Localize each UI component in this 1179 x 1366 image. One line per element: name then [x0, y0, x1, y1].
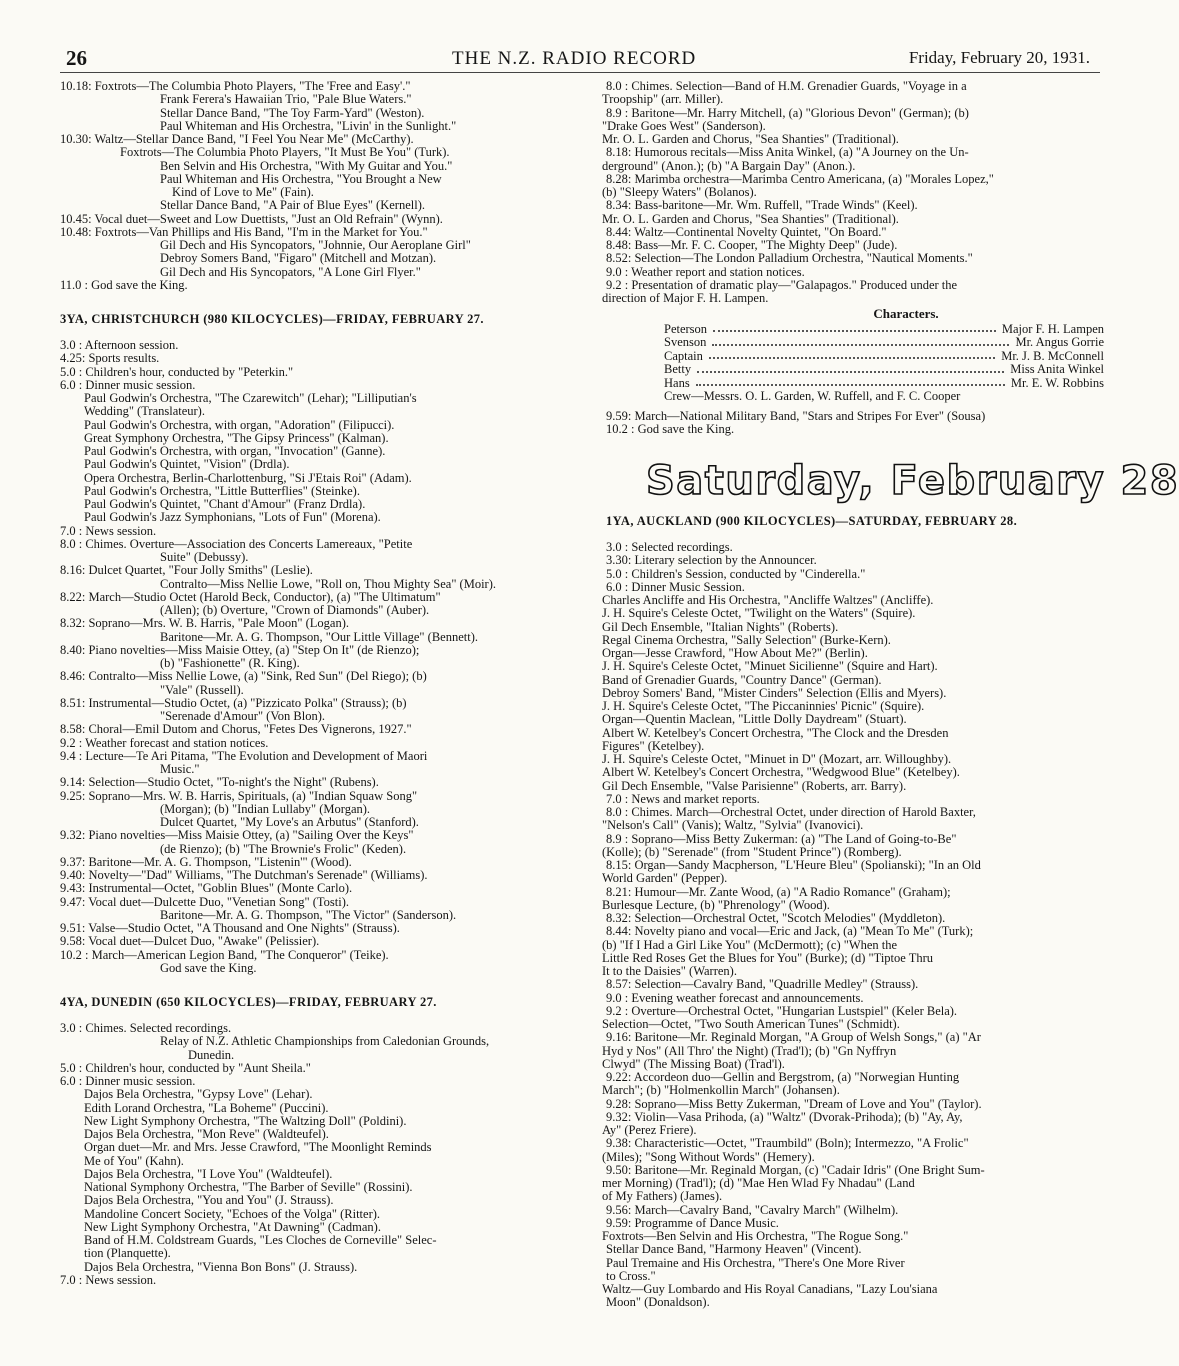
programme-item: 10.2 : God save the King.: [606, 421, 735, 436]
header-rule: [60, 72, 1100, 73]
programme-item-continuation: "Drake Goes West" (Sanderson).: [602, 118, 766, 133]
programme-block-continued: [602, 79, 1110, 305]
character-name: Hans: [664, 375, 690, 390]
programme-item: 10.2 : March—American Legion Band, "The Conqueror" (Teike).: [60, 947, 389, 962]
programme-item: 9.43: Instrumental—Octet, "Goblin Blues" (Monte Carlo).: [60, 881, 353, 896]
programme-item: 9.51: Valse—Studio Octet, "A Thousand and One Nights" (Strauss).: [60, 921, 400, 935]
programme-item-continuation: Mr. O. L. Garden and Chorus, "Sea Shanties" (Traditional).: [602, 132, 899, 146]
programme-item: 9.58: Vocal duet—Dulcet Duo, "Awake" (Pelissier).: [60, 934, 320, 949]
programme-item-continuation: Mandoline Concert Society, "Echoes of the Volga" (Ritter).: [84, 1206, 381, 1221]
programme-item: 9.2 : Overture—Orchestral Octet, "Hungarian Lustspiel" (Keler Bela).: [606, 1003, 958, 1018]
programme-item-continuation: Paul Godwin's Orchestra, with organ, "Invocation" (Ganne).: [84, 444, 386, 458]
programme-item-continuation: (Kolle); (b) "Serenade" (from "Student Prince") (Romberg).: [602, 844, 902, 859]
programme-item-continuation: Burlesque Lecture, (b) "Phrenology" (Wood).: [602, 897, 830, 912]
programme-item: 6.0 : Dinner music session.: [60, 377, 196, 392]
programme-item-continuation: Dajos Bela Orchestra, "I Love You" (Waldteufel).: [84, 1166, 333, 1181]
programme-item-continuation: Band of Grenadier Guards, "Country Dance" (German).: [602, 672, 882, 687]
programme-item: 8.57: Selection—Cavalry Band, "Quadrille Medley" (Strauss).: [606, 977, 919, 992]
programme-item-continuation: Paul Godwin's Jazz Symphonians, "Lots of Fun" (Morena).: [84, 510, 381, 525]
programme-item-continuation: Debroy Somers Band, "Figaro" (Mitchell and Motzan).: [160, 251, 437, 266]
day-banner: Saturday, February 28: [646, 458, 1179, 504]
character-name: Peterson: [664, 321, 708, 336]
programme-item: 3.0 : Afternoon session.: [60, 338, 179, 352]
programme-item-continuation: Band of H.M. Coldstream Guards, "Les Cloches de Corneville" Selec-: [84, 1233, 437, 1247]
programme-item-continuation: New Light Symphony Orchestra, "At Dawning" (Cadman).: [84, 1219, 381, 1234]
programme-item-continuation: Baritone—Mr. A. G. Thompson, "Our Little Village" (Bennett).: [160, 629, 478, 644]
character-name: Svenson: [664, 335, 707, 349]
programme-item: 6.0 : Dinner Music Session.: [606, 579, 745, 594]
programme-item: 9.37: Baritone—Mr. A. G. Thompson, "Listenin'" (Wood).: [60, 854, 352, 869]
programme-item-continuation: Paul Godwin's Orchestra, "Little Butterflies" (Steinke).: [84, 483, 360, 498]
programme-item: 9.28: Soprano—Miss Betty Zukerman, "Dream of Love and You" (Taylor).: [606, 1096, 982, 1111]
programme-item: 9.4 : Lecture—Te Ari Pitama, "The Evolution and Development of Maori: [60, 748, 428, 763]
programme-item-continuation: Gil Dech Ensemble, "Valse Parisienne" (Roberts, arr. Barry).: [602, 778, 907, 793]
programme-item-continuation: Albert W. Ketelbey's Concert Orchestra, "Wedgwood Blue" (Ketelbey).: [602, 765, 960, 780]
programme-item: 8.44: Waltz—Continental Novelty Quintet, "On Board.": [606, 224, 887, 239]
programme-item: 8.52: Selection—The London Palladium Orchestra, "Nautical Moments.": [606, 251, 973, 266]
programme-item-continuation: Edith Lorand Orchestra, "La Boheme" (Puccini).: [84, 1100, 329, 1115]
programme-item: 9.32: Violin—Vasa Prihoda, (a) "Waltz" (Dvorak-Prihoda); (b) "Ay, Ay,: [606, 1109, 963, 1124]
programme-item-continuation: Dajos Bela Orchestra, "Mon Reve" (Waldteufel).: [84, 1127, 329, 1141]
programme-item-continuation: Kind of Love to Me" (Fain).: [172, 185, 314, 199]
character-row: [664, 363, 1104, 377]
programme-item: 3.0 : Selected recordings.: [606, 540, 733, 554]
programme-item: 8.58: Choral—Emil Dutom and Chorus, "Fetes Des Vignerons, 1927.": [60, 722, 412, 737]
programme-item-continuation: Dajos Bela Orchestra, "Gypsy Love" (Lehar).: [84, 1087, 313, 1102]
programme-item-continuation: Wedding" (Translateur).: [84, 404, 205, 419]
programme-block-3ya: [60, 339, 590, 975]
page-header: [60, 44, 1100, 74]
dot-leader: [697, 363, 1004, 373]
characters-rows: [664, 323, 1110, 391]
programme-item-continuation: J. H. Squire's Celeste Octet, "Minuet in D" (Mozart, arr. Willoughby).: [602, 752, 952, 766]
page-number: 26: [66, 46, 87, 70]
programme-item: 7.0 : News session.: [60, 1272, 157, 1287]
programme-item-continuation: Debroy Somers' Band, "Mister Cinders" Selection (Ellis and Myers).: [602, 685, 947, 700]
programme-item: 7.0 : News and market reports.: [606, 791, 760, 806]
programme-item-continuation: J. H. Squire's Celeste Octet, "The Piccaninnies' Picnic" (Squire).: [602, 699, 925, 713]
programme-item-continuation: Gil Dech Ensemble, "Italian Nights" (Roberts).: [602, 619, 839, 634]
section-heading-1ya: 1YA, AUCKLAND (900 KILOCYCLES)—SATURDAY, FEBRUARY 28.: [606, 514, 1018, 528]
character-row: [664, 336, 1104, 350]
programme-item: 8.40: Piano novelties—Miss Maisie Ottey, (a) "Step On It" (de Rienzo);: [60, 642, 420, 657]
programme-item-continuation: Stellar Dance Band, "The Toy Farm-Yard" (Weston).: [160, 105, 425, 120]
programme-item-continuation: Mr. O. L. Garden and Chorus, "Sea Shanties" (Traditional).: [602, 211, 899, 226]
character-actor: Major F. H. Lampen: [1001, 321, 1104, 336]
character-actor: Mr. Angus Gorrie: [1015, 335, 1104, 349]
programme-item-continuation: Organ—Quentin Maclean, "Little Dolly Daydream" (Stuart).: [602, 712, 907, 727]
programme-item: 8.22: March—Studio Octet (Harold Beck, Conductor), (a) "The Ultimatum": [60, 589, 441, 604]
programme-item: 10.48: Foxtrots—Van Phillips and His Band, "I'm in the Market for You.": [60, 224, 428, 239]
programme-item-continuation: March"; (b) "Holmenkollin March" (Johansen).: [602, 1083, 840, 1098]
programme-item-continuation: J. H. Squire's Celeste Octet, "Minuet Sicilienne" (Squire and Hart).: [602, 659, 938, 674]
programme-item-continuation: tion (Planquette).: [84, 1246, 171, 1261]
programme-item: 9.47: Vocal duet—Dulcette Duo, "Venetian Song" (Tosti).: [60, 894, 350, 909]
programme-item-continuation: Suite" (Debussy).: [160, 550, 249, 564]
programme-item: 9.56: March—Cavalry Band, "Cavalry March" (Wilhelm).: [606, 1202, 899, 1217]
programme-item-continuation: Ay" (Perez Friere).: [602, 1123, 697, 1137]
programme-item-continuation: Music.": [160, 762, 200, 776]
programme-item: 4.25: Sports results.: [60, 351, 160, 366]
programme-item: 8.48: Bass—Mr. F. C. Cooper, "The Mighty Deep" (Jude).: [606, 238, 898, 252]
programme-item: 10.45: Vocal duet—Sweet and Low Duettists, "Just an Old Refrain" (Wynn).: [60, 211, 443, 226]
right-column: [602, 79, 1179, 1310]
character-name: Betty: [664, 362, 692, 376]
programme-item-continuation: Gil Dech and His Syncopators, "Johnnie, Our Aeroplane Girl": [160, 238, 471, 252]
programme-item-continuation: Me of You" (Kahn).: [84, 1153, 184, 1168]
programme-item-continuation: Dajos Bela Orchestra, "You and You" (J. Strauss).: [84, 1193, 334, 1208]
programme-item-continuation: New Light Symphony Orchestra, "The Waltzing Doll" (Poldini).: [84, 1113, 407, 1128]
programme-item: 10.30: Waltz—Stellar Dance Band, "I Feel You Near Me" (McCarthy).: [60, 132, 414, 146]
programme-item: 8.0 : Chimes. Overture—Association des Concerts Lamereaux, "Petite: [60, 536, 413, 551]
programme-item-continuation: Paul Whiteman and His Orchestra, "You Brought a New: [160, 171, 442, 186]
crew-text: Crew—Messrs. O. L. Garden, W. Ruffell, and F. C. Cooper: [664, 389, 961, 403]
programme-item: 9.2 : Weather forecast and station notices.: [60, 735, 269, 750]
programme-item-continuation: of My Fathers) (James).: [602, 1189, 723, 1204]
programme-item: 8.21: Humour—Mr. Zante Wood, (a) "A Radio Romance" (Graham);: [606, 884, 951, 899]
programme-item-continuation: Little Red Roses Get the Blues for You" (Burke); (d) "Tiptoe Thru: [602, 950, 934, 965]
programme-item-continuation: Organ duet—Mr. and Mrs. Jesse Crawford, "The Moonlight Reminds: [84, 1140, 432, 1155]
programme-item-continuation: Figures" (Ketelbey).: [602, 738, 705, 753]
programme-item: 8.0 : Chimes. March—Orchestral Octet, under direction of Harold Baxter,: [606, 805, 976, 819]
programme-block-closing: [606, 410, 1110, 437]
characters-title: Characters.: [873, 306, 939, 322]
programme-item-continuation: Paul Godwin's Quintet, "Chant d'Amour" (Franz Drdla).: [84, 497, 366, 511]
programme-item-continuation: Foxtrots—Ben Selvin and His Orchestra, "The Rogue Song.": [602, 1229, 909, 1243]
programme-item: 8.34: Bass-baritone—Mr. Wm. Ruffell, "Trade Winds" (Keel).: [606, 198, 918, 213]
programme-item-continuation: direction of Major F. H. Lampen.: [602, 291, 769, 305]
programme-item: 9.16: Baritone—Mr. Reginald Morgan, "A Group of Welsh Songs," (a) "Ar: [606, 1030, 981, 1045]
programme-item-continuation: Paul Godwin's Quintet, "Vision" (Drdla).: [84, 457, 290, 472]
character-row: [664, 323, 1104, 337]
crew-line: [664, 390, 1104, 404]
programme-item: 8.18: Humorous recitals—Miss Anita Winkel, (a) "A Journey on the Un-: [606, 145, 969, 160]
character-row: [664, 377, 1104, 391]
programme-item-continuation: (Miles); "Song Without Words" (Hemery).: [602, 1149, 815, 1164]
programme-item-continuation: Selection—Octet, "Two South American Tunes" (Schmidt).: [602, 1017, 900, 1031]
publication-title: THE N.Z. RADIO RECORD: [452, 48, 697, 69]
programme-item-continuation: "Nelson's Call" (Vanis); Waltz, "Sylvia" (Ivanovici).: [602, 818, 864, 833]
section-heading-3ya: 3YA, CHRISTCHURCH (980 KILOCYCLES)—FRIDAY, FEBRUARY 27.: [60, 312, 484, 326]
programme-item: 9.38: Characteristic—Octet, "Traumbild" (Boln); Intermezzo, "A Frolic": [606, 1136, 969, 1151]
programme-item-continuation: Charles Ancliffe and His Orchestra, "Ancliffe Waltzes" (Ancliffe).: [602, 593, 934, 607]
programme-item-continuation: Great Symphony Orchestra, "The Gipsy Princess" (Kalman).: [84, 430, 389, 445]
character-actor: Miss Anita Winkel: [1010, 362, 1104, 376]
programme-item-continuation: (de Rienzo); (b) "The Brownie's Frolic" (Keden).: [160, 841, 407, 856]
programme-item: 8.15: Organ—Sandy Macpherson, "L'Heure Bleu" (Spolianski); "In an Old: [606, 858, 981, 872]
programme-item: 8.32: Soprano—Mrs. W. B. Harris, "Pale Moon" (Logan).: [60, 616, 350, 631]
programme-item: 7.0 : News session.: [60, 523, 157, 538]
characters-list: [606, 307, 1110, 403]
programme-item-continuation: J. H. Squire's Celeste Octet, "Twilight on the Waters" (Squire).: [602, 606, 916, 621]
programme-item: 9.25: Soprano—Mrs. W. B. Harris, Spirituals, (a) "Indian Squaw Song": [60, 788, 418, 803]
programme-item-continuation: God save the King.: [160, 960, 257, 975]
programme-item-continuation: Paul Tremaine and His Orchestra, "There's One More River: [606, 1255, 905, 1270]
programme-item-continuation: Paul Godwin's Orchestra, with organ, "Adoration" (Filipucci).: [84, 417, 395, 432]
programme-item: 9.0 : Weather report and station notices.: [606, 264, 805, 279]
programme-item: 8.46: Contralto—Miss Nellie Lowe, (a) "Sink, Red Sun" (Del Riego); (b): [60, 669, 427, 684]
programme-item-continuation: Frank Ferera's Hawaiian Trio, "Pale Blue Waters.": [160, 92, 412, 107]
programme-item-continuation: Organ—Jesse Crawford, "How About Me?" (Berlin).: [602, 646, 868, 660]
dot-leader: [709, 350, 995, 360]
programme-item-continuation: Paul Godwin's Orchestra, "The Czarewitch" (Lehar); "Lilliputian's: [84, 391, 417, 405]
programme-item-continuation: "Serenade d'Amour" (Von Blon).: [160, 709, 325, 723]
programme-item-continuation: Albert W. Ketelbey's Concert Orchestra, "The Clock and the Dresden: [602, 725, 949, 740]
programme-item-continuation: (Morgan); (b) "Indian Lullaby" (Morgan).: [160, 801, 371, 816]
programme-item-continuation: (b) "Fashionette" (R. King).: [160, 656, 300, 670]
programme-item-continuation: derground" (Anon.); (b) "A Bargain Day" (Anon.).: [602, 158, 856, 173]
programme-item-continuation: Moon" (Donaldson).: [606, 1295, 710, 1310]
programme-item-continuation: Baritone—Mr. A. G. Thompson, "The Victor" (Sanderson).: [160, 907, 457, 922]
programme-item: 11.0 : God save the King.: [60, 277, 188, 292]
programme-item-continuation: mer Morning) (Trad'l); (d) "Mae Hen Wlad Fy Nhadau" (Land: [602, 1176, 915, 1190]
programme-item-continuation: Troopship" (arr. Miller).: [602, 92, 724, 107]
character-row: [664, 350, 1104, 364]
programme-item-continuation: Stellar Dance Band, "Harmony Heaven" (Vincent).: [606, 1242, 862, 1257]
programme-item-continuation: Stellar Dance Band, "A Pair of Blue Eyes" (Kernell).: [160, 198, 425, 213]
programme-item: 8.28: Marimba orchestra—Marimba Centro Americana, (a) "Morales Lopez,": [606, 171, 994, 186]
programme-item: 3.30: Literary selection by the Announcer.: [606, 553, 817, 568]
programme-item: 9.59: March—National Military Band, "Stars and Stripes For Ever" (Sousa): [606, 408, 986, 423]
programme-item-continuation: Relay of N.Z. Athletic Championships from Caledonian Grounds,: [160, 1034, 490, 1049]
programme-item: 8.9 : Baritone—Mr. Harry Mitchell, (a) "Glorious Devon" (German); (b): [606, 105, 969, 120]
programme-item: 9.32: Piano novelties—Miss Maisie Ottey, (a) "Sailing Over the Keys": [60, 828, 414, 843]
programme-item-continuation: Regal Cinema Orchestra, "Sally Selection" (Burke-Kern).: [602, 632, 891, 647]
programme-block-1ya: [602, 540, 1110, 1310]
programme-item: 9.50: Baritone—Mr. Reginald Morgan, (c) "Cadair Idris" (One Bright Sum-: [606, 1162, 985, 1177]
programme-item-continuation: National Symphony Orchestra, "The Barber of Seville" (Rossini).: [84, 1180, 413, 1194]
spacer: [60, 292, 590, 312]
programme-item: 6.0 : Dinner music session.: [60, 1074, 196, 1088]
programme-item: 9.22: Accordeon duo—Gellin and Bergstrom, (a) "Norwegian Hunting: [606, 1070, 960, 1084]
programme-item-continuation: (b) "If I Had a Girl Like You" (McDermott); (c) "When the: [602, 937, 898, 952]
programme-item: 8.32: Selection—Orchestral Octet, "Scotch Melodies" (Myddleton).: [606, 911, 946, 925]
programme-item-continuation: Dajos Bela Orchestra, "Vienna Bon Bons" (J. Strauss).: [84, 1259, 358, 1274]
programme-item: 3.0 : Chimes. Selected recordings.: [60, 1021, 232, 1035]
programme-item: 9.40: Novelty—"Dad" Williams, "The Dutchman's Serenade" (Williams).: [60, 868, 428, 882]
programme-item-continuation: Foxtrots—The Columbia Photo Players, "It Must Be You" (Turk).: [120, 145, 450, 160]
dot-leader: [696, 377, 1005, 387]
programme-item: 5.0 : Children's hour, conducted by "Peterkin.": [60, 364, 294, 379]
programme-item: 5.0 : Children's hour, conducted by "Aunt Sheila.": [60, 1060, 311, 1075]
programme-item: 8.0 : Chimes. Selection—Band of H.M. Grenadier Guards, "Voyage in a: [606, 79, 967, 93]
programme-item: 8.9 : Soprano—Miss Betty Zukerman: (a) "The Land of Going-to-Be": [606, 831, 957, 846]
programme-item: 8.44: Novelty piano and vocal—Eric and Jack, (a) "Mean To Me" (Turk);: [606, 924, 974, 939]
programme-item-continuation: World Garden" (Pepper).: [602, 871, 728, 886]
programme-item-continuation: Gil Dech and His Syncopators, "A Lone Girl Flyer.": [160, 264, 421, 279]
programme-item-continuation: Hyd y Nos" (All Thro' the Night) (Trad'l); (b) "Gn Nyffryn: [602, 1043, 897, 1058]
programme-item-continuation: Ben Selvin and His Orchestra, "With My Guitar and You.": [160, 158, 453, 173]
programme-item-continuation: (b) "Sleepy Waters" (Bolanos).: [602, 185, 757, 199]
dot-leader: [712, 336, 1009, 346]
programme-block-4ya: [60, 1022, 590, 1287]
programme-item: 8.16: Dulcet Quartet, "Four Jolly Smiths" (Leslie).: [60, 563, 313, 578]
programme-item-continuation: Opera Orchestra, Berlin-Charlottenburg, "Si J'Etais Roi" (Adam).: [84, 470, 412, 485]
character-actor: Mr. E. W. Robbins: [1010, 375, 1104, 390]
programme-item-continuation: It to the Daisies" (Warren).: [602, 964, 737, 978]
programme-item-continuation: Dunedin.: [188, 1047, 235, 1062]
character-actor: Mr. J. B. McConnell: [1001, 348, 1104, 363]
programme-item-continuation: Dulcet Quartet, "My Love's an Arbutus" (Stanford).: [160, 815, 419, 829]
dot-leader: [713, 323, 996, 333]
spacer: [60, 975, 590, 995]
programme-item: 9.59: Programme of Dance Music.: [606, 1215, 779, 1230]
issue-date: Friday, February 20, 1931.: [908, 48, 1090, 67]
programme-item: 5.0 : Children's Session, conducted by "Cinderella.": [606, 566, 866, 581]
programme-item-continuation: Paul Whiteman and His Orchestra, "Livin' in the Sunlight.": [160, 118, 457, 133]
programme-item: 8.51: Instrumental—Studio Octet, (a) "Pizzicato Polka" (Strauss); (b): [60, 695, 407, 710]
programme-item-continuation: "Vale" (Russell).: [160, 682, 244, 697]
programme-item: 9.14: Selection—Studio Octet, "To-night's the Night" (Rubens).: [60, 775, 379, 790]
programme-item-continuation: Waltz—Guy Lombardo and His Royal Canadians, "Lazy Lou'siana: [602, 1282, 938, 1296]
programme-item-continuation: (Allen); (b) Overture, "Crown of Diamonds" (Auber).: [160, 603, 430, 617]
programme-item-continuation: to Cross.": [606, 1268, 656, 1283]
programme-item-continuation: Contralto—Miss Nellie Lowe, "Roll on, Thou Mighty Sea" (Moir).: [160, 576, 496, 591]
programme-item: 10.18: Foxtrots—The Columbia Photo Players, "The 'Free and Easy'.": [60, 79, 411, 93]
programme-item: 9.0 : Evening weather forecast and announcements.: [606, 990, 864, 1005]
left-column: [60, 80, 590, 1287]
programme-block-continued: [60, 80, 590, 292]
section-heading-4ya: 4YA, DUNEDIN (650 KILOCYCLES)—FRIDAY, FEBRUARY 27.: [60, 995, 437, 1009]
character-name: Captain: [664, 348, 703, 363]
programme-item: 9.2 : Presentation of dramatic play—"Galapagos." Produced under the: [606, 277, 958, 292]
programme-item-continuation: Clwyd" (The Missing Boat) (Trad'l).: [602, 1056, 785, 1071]
